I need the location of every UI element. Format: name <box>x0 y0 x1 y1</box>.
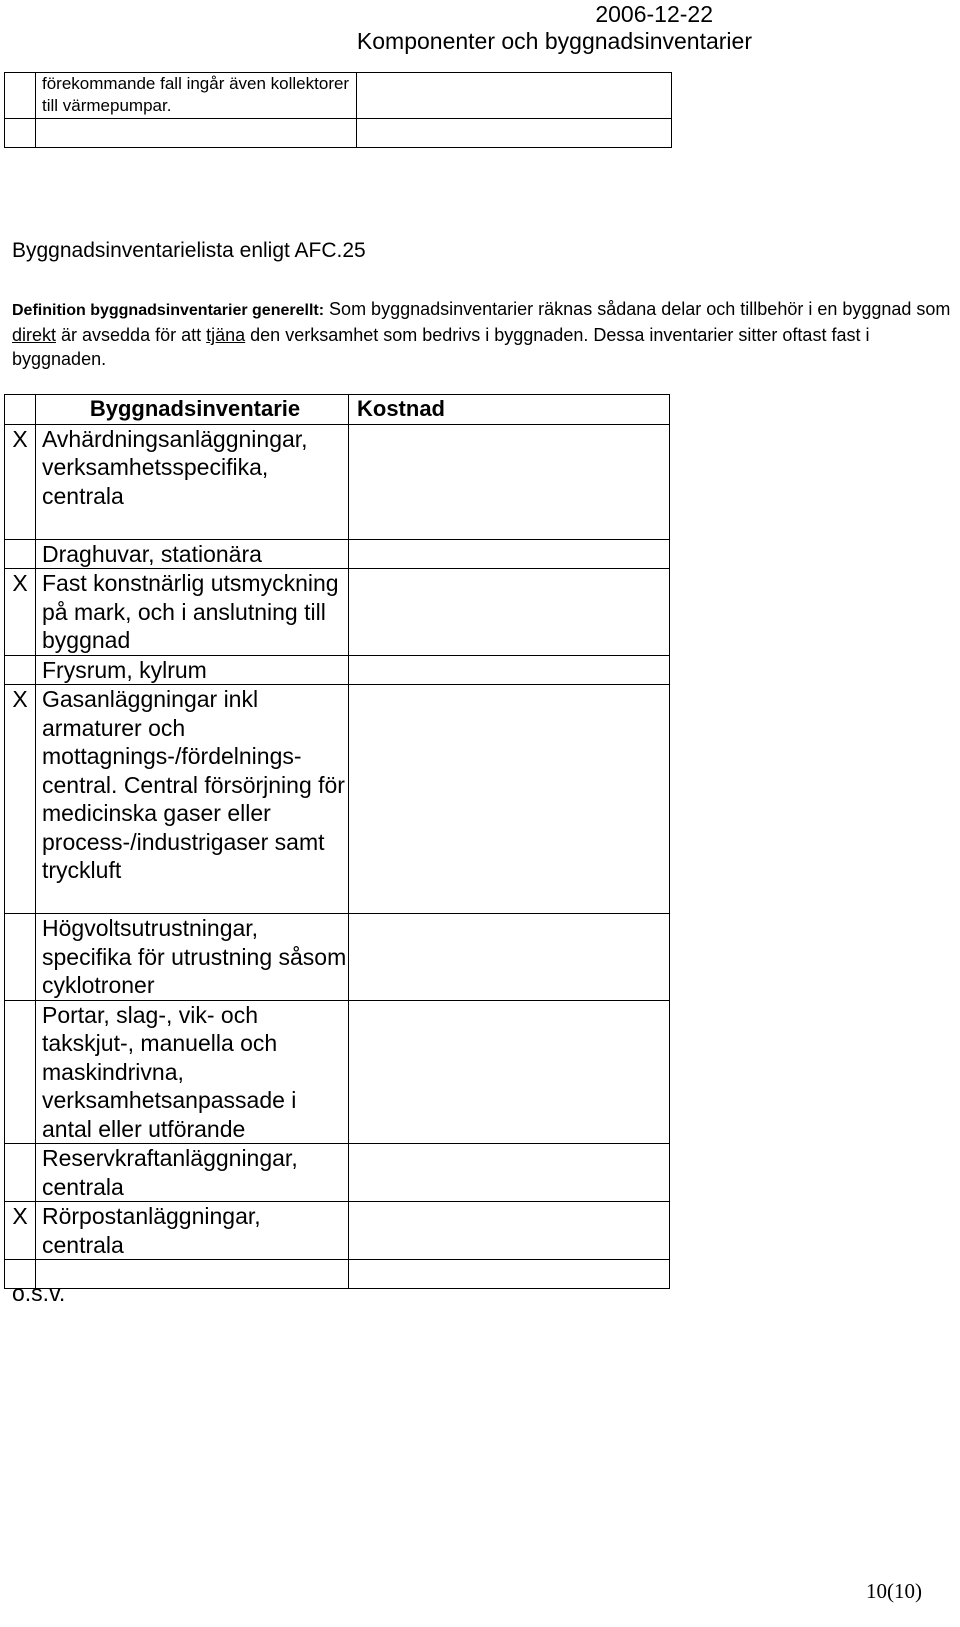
row-mark: X <box>5 685 36 914</box>
table-cell <box>357 119 672 148</box>
row-item: Portar, slag-, vik- och takskjut-, manuella och maskindrivna, verksamhetsanpassade i antal eller utförande <box>36 1000 349 1144</box>
section-heading: Byggnadsinventarielista enligt AFC.25 <box>12 239 366 262</box>
table-cell <box>5 119 36 148</box>
row-mark <box>5 1144 36 1202</box>
header-mark-cell <box>5 395 36 425</box>
row-mark <box>5 539 36 569</box>
inventory-table <box>4 394 670 1289</box>
table-row <box>5 73 672 119</box>
table-cell <box>349 1260 670 1289</box>
table-row <box>5 1144 670 1202</box>
row-cost <box>349 1202 670 1260</box>
row-mark: X <box>5 569 36 656</box>
table-cell-text: förekommande fall ingår även kollektorer till värmepumpar. <box>36 73 357 119</box>
definition-label: Definition byggnadsinventarier generellt <box>12 302 319 319</box>
table-row <box>5 119 672 148</box>
row-item: Gasanläggningar inkl armaturer och mottagnings-/fördelnings-central. Central försörjning för medicinska gaser eller process-/industrigaser samt tryckluft <box>36 685 349 914</box>
definition-text: Som byggnadsinventarier räknas sådana delar och tillbehör i en byggnad som <box>324 299 951 319</box>
definition-underlined-direkt: direkt <box>12 325 57 345</box>
row-item: Draghuvar, stationära <box>36 539 349 569</box>
table-header-row <box>5 395 670 425</box>
row-item: Rörpostanläggningar, centrala <box>36 1202 349 1260</box>
row-mark <box>5 914 36 1001</box>
table-cell <box>36 1260 349 1289</box>
table-row <box>5 1202 670 1260</box>
row-mark <box>5 1000 36 1144</box>
row-item: Avhärdningsanläggningar, verksamhetsspecifika, centrala <box>36 424 349 539</box>
definition-underlined-tjana: tjäna <box>206 325 246 345</box>
row-cost <box>349 539 670 569</box>
table-cell <box>357 73 672 119</box>
page-number: 10(10) <box>866 1579 922 1603</box>
table-row <box>5 655 670 685</box>
row-mark: X <box>5 424 36 539</box>
osv-text: o.s.v. <box>12 1280 66 1306</box>
row-item: Högvoltsutrustningar, specifika för utrustning såsom cyklotroner <box>36 914 349 1001</box>
header-date: 2006-12-22 <box>595 1 713 27</box>
row-mark: X <box>5 1202 36 1260</box>
column-header-cost: Kostnad <box>349 395 670 425</box>
row-cost <box>349 1144 670 1202</box>
definition-colon: : <box>318 302 325 319</box>
row-item: Fast konstnärlig utsmyckning på mark, och i anslutning till byggnad <box>36 569 349 656</box>
row-cost <box>349 655 670 685</box>
row-item: Reservkraftanläggningar, centrala <box>36 1144 349 1202</box>
row-cost <box>349 914 670 1001</box>
row-item: Frysrum, kylrum <box>36 655 349 685</box>
definition-text: är avsedda för att <box>56 325 207 345</box>
table-row-empty <box>5 1260 670 1289</box>
row-mark <box>5 655 36 685</box>
row-cost <box>349 1000 670 1144</box>
table-row <box>5 1000 670 1144</box>
definition-text: den verksamhet som bedrivs i byggnaden. Dessa inventarier sitter oftast fast i byggnaden. <box>12 325 870 369</box>
row-cost <box>349 424 670 539</box>
table-cell <box>5 73 36 119</box>
definition-paragraph <box>12 297 957 371</box>
column-header-item: Byggnadsinventarie <box>36 395 349 425</box>
table-row <box>5 539 670 569</box>
header-title: Komponenter och byggnadsinventarier <box>356 28 752 54</box>
table-row <box>5 914 670 1001</box>
table-row <box>5 569 670 656</box>
previous-table-fragment <box>4 72 672 148</box>
table-cell-text <box>36 119 357 148</box>
table-row <box>5 424 670 539</box>
row-cost <box>349 685 670 914</box>
row-cost <box>349 569 670 656</box>
table-row <box>5 685 670 914</box>
